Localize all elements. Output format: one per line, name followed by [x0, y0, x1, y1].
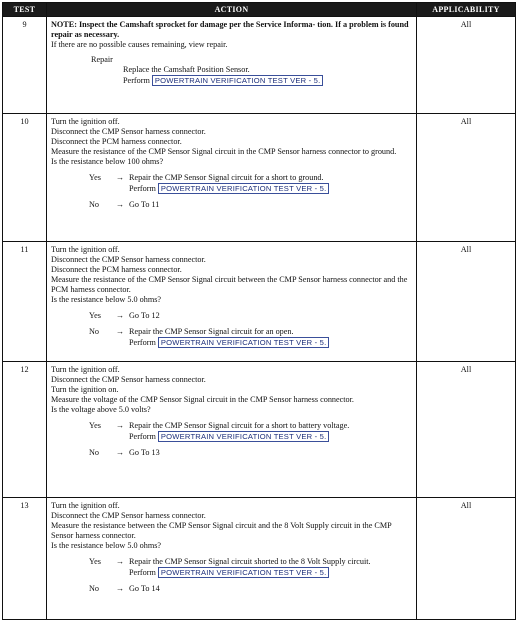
instruction-line: Disconnect the CMP Sensor harness connector.	[51, 511, 206, 520]
repair-action: Replace the Camshaft Position Sensor.	[123, 65, 250, 74]
perform-line	[129, 183, 412, 194]
no-goto-link[interactable]: Go To 13	[129, 448, 160, 457]
perform-prefix: Perform	[129, 568, 156, 577]
question-line: Is the resistance below 100 ohms?	[51, 157, 164, 166]
verification-test-link[interactable]: POWERTRAIN VERIFICATION TEST VER - 5.	[158, 567, 330, 578]
action-cell	[47, 362, 417, 498]
table-row	[3, 498, 516, 620]
instruction-line: Disconnect the PCM harness connector.	[51, 137, 182, 146]
yes-label: Yes	[89, 421, 101, 430]
yes-action: Repair the CMP Sensor Signal circuit for a short to ground.	[129, 173, 324, 182]
table-row	[3, 17, 516, 114]
verification-test-link[interactable]: POWERTRAIN VERIFICATION TEST VER - 5.	[152, 75, 324, 86]
arrow-icon: →	[115, 557, 125, 566]
applicability-value: All	[417, 242, 516, 362]
perform-prefix: Perform	[129, 184, 156, 193]
verification-test-link[interactable]: POWERTRAIN VERIFICATION TEST VER - 5.	[158, 431, 330, 442]
diagnostic-table	[2, 2, 516, 620]
no-branch	[51, 327, 412, 348]
yes-result	[129, 421, 412, 442]
header-test: TEST	[3, 3, 47, 17]
table-row	[3, 362, 516, 498]
repair-label: Repair	[91, 55, 113, 64]
no-goto-link[interactable]: Go To 11	[129, 200, 160, 209]
no-action: Repair the CMP Sensor Signal circuit for an open.	[129, 327, 294, 336]
test-number: 11	[3, 242, 47, 362]
instruction-line: Turn the ignition off.	[51, 117, 120, 126]
instruction-line: Disconnect the CMP Sensor harness connector.	[51, 255, 206, 264]
yes-label: Yes	[89, 311, 101, 320]
yes-branch	[51, 173, 412, 194]
instruction-line: Disconnect the CMP Sensor harness connector.	[51, 375, 206, 384]
yes-branch	[51, 557, 412, 578]
perform-line	[129, 567, 412, 578]
table-row	[3, 114, 516, 242]
perform-prefix: Perform	[129, 432, 156, 441]
yes-result	[129, 557, 412, 578]
yes-branch	[51, 421, 412, 442]
action-cell	[47, 242, 417, 362]
applicability-value: All	[417, 114, 516, 242]
applicability-value: All	[417, 17, 516, 114]
instruction-line: Disconnect the CMP Sensor harness connector.	[51, 127, 206, 136]
header-applicability: APPLICABILITY	[417, 3, 516, 17]
yes-label: Yes	[89, 173, 101, 182]
instruction-line: If there are no possible causes remaining, view repair.	[51, 40, 228, 49]
action-cell	[47, 114, 417, 242]
instruction-line: Turn the ignition on.	[51, 385, 119, 394]
no-label: No	[89, 448, 100, 457]
perform-prefix: Perform	[123, 76, 150, 85]
yes-action: Repair the CMP Sensor Signal circuit for a short to battery voltage.	[129, 421, 350, 430]
yes-result	[129, 173, 412, 194]
action-cell	[47, 17, 417, 114]
no-branch	[51, 448, 412, 458]
instruction-line: Measure the resistance of the CMP Sensor Signal circuit in the CMP Sensor harness connector to ground.	[51, 147, 397, 156]
instruction-line: Measure the voltage of the CMP Sensor Signal circuit in the CMP Sensor harness connector.	[51, 395, 354, 404]
action-cell	[47, 498, 417, 620]
perform-line	[129, 337, 412, 348]
perform-line	[123, 75, 412, 86]
verification-test-link[interactable]: POWERTRAIN VERIFICATION TEST VER - 5.	[158, 337, 330, 348]
applicability-value: All	[417, 498, 516, 620]
no-branch	[51, 200, 412, 210]
header-action: ACTION	[47, 3, 417, 17]
instruction-line: Disconnect the PCM harness connector.	[51, 265, 182, 274]
arrow-icon: →	[115, 448, 125, 457]
no-branch	[51, 584, 412, 594]
no-label: No	[89, 200, 100, 209]
applicability-value: All	[417, 362, 516, 498]
test-number: 9	[3, 17, 47, 114]
arrow-icon: →	[115, 173, 125, 182]
verification-test-link[interactable]: POWERTRAIN VERIFICATION TEST VER - 5.	[158, 183, 330, 194]
arrow-icon: →	[115, 584, 125, 593]
yes-branch	[51, 311, 412, 321]
test-number: 10	[3, 114, 47, 242]
perform-prefix: Perform	[129, 338, 156, 347]
no-label: No	[89, 584, 100, 593]
question-line: Is the voltage above 5.0 volts?	[51, 405, 151, 414]
no-goto-link[interactable]: Go To 14	[129, 584, 160, 593]
note-text: NOTE: Inspect the Camshaft sprocket for damage per the Service Informa- tion. If a problem is found repair as necessary.	[51, 20, 409, 39]
arrow-icon: →	[115, 311, 125, 320]
no-label: No	[89, 327, 100, 336]
table-row	[3, 242, 516, 362]
instruction-line: Turn the ignition off.	[51, 365, 120, 374]
perform-line	[129, 431, 412, 442]
yes-action: Repair the CMP Sensor Signal circuit shorted to the 8 Volt Supply circuit.	[129, 557, 371, 566]
table-header-row	[3, 3, 516, 17]
question-line: Is the resistance below 5.0 ohms?	[51, 295, 162, 304]
arrow-icon: →	[115, 421, 125, 430]
instruction-line: Measure the resistance between the CMP Sensor Signal circuit and the 8 Volt Supply circuit in the CMP Sensor harness connector.	[51, 521, 392, 540]
test-number: 13	[3, 498, 47, 620]
arrow-icon: →	[115, 327, 125, 336]
arrow-icon: →	[115, 200, 125, 209]
no-result	[129, 327, 412, 348]
question-line: Is the resistance below 5.0 ohms?	[51, 541, 162, 550]
yes-label: Yes	[89, 557, 101, 566]
instruction-line: Turn the ignition off.	[51, 501, 120, 510]
test-number: 12	[3, 362, 47, 498]
instruction-line: Turn the ignition off.	[51, 245, 120, 254]
instruction-line: Measure the resistance of the CMP Sensor Signal circuit between the CMP Sensor harness connector and the PCM harness connector.	[51, 275, 408, 294]
yes-goto-link[interactable]: Go To 12	[129, 311, 160, 320]
